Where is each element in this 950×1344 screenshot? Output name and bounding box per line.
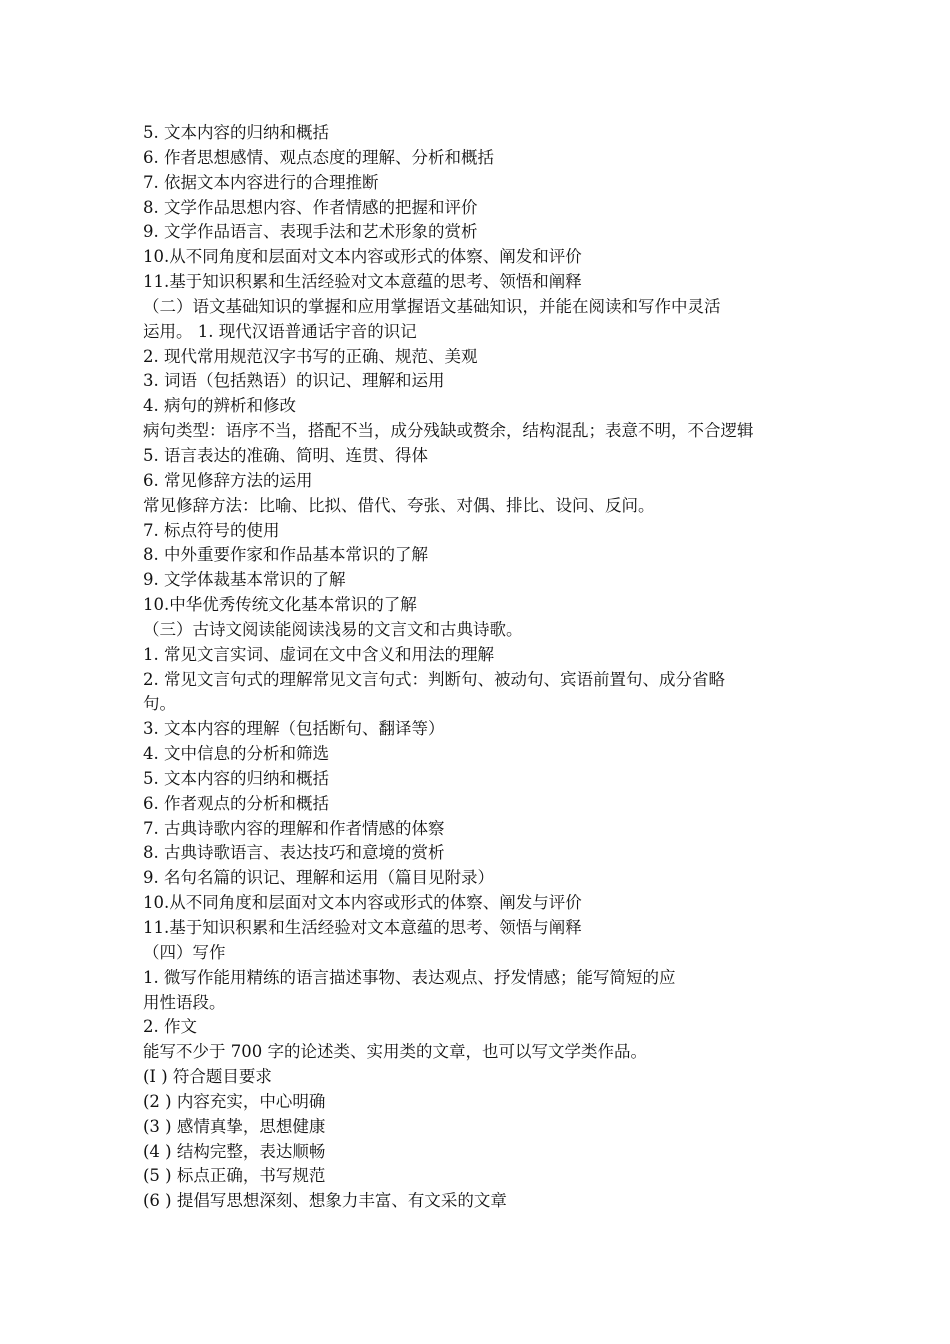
- text-line: (4 ) 结构完整，表达顺畅: [143, 1141, 326, 1161]
- text-line: 能写不少于 700 字的论述类、实用类的文章，也可以写文学类作品。: [143, 1042, 647, 1062]
- text-line: 8. 古典诗歌语言、表达技巧和意境的赏析: [143, 843, 445, 863]
- text-line: 10.从不同角度和层面对文本内容或形式的体察、阐发和评价: [143, 247, 582, 267]
- text-line: 运用。 1. 现代汉语普通话宇音的识记: [143, 321, 417, 341]
- text-line: 8. 中外重要作家和作品基本常识的了解: [143, 545, 428, 565]
- text-line: 2. 常见文言句式的理解常见文言句式：判断句、被动句、宾语前置句、成分省略: [143, 669, 725, 689]
- text-line: 句。: [143, 694, 176, 714]
- text-line: 1. 微写作能用精练的语言描述事物、表达观点、抒发情感；能写简短的应: [143, 967, 676, 987]
- text-line: (2 ) 内容充实，中心明确: [143, 1091, 326, 1111]
- text-line: 3. 词语（包括熟语）的识记、理解和运用: [143, 371, 445, 391]
- document-page: [143, 121, 823, 1214]
- text-line: (5 ) 标点正确，书写规范: [143, 1166, 326, 1186]
- text-line: 常见修辞方法：比喻、比拟、借代、夸张、对偶、排比、设问、反问。: [143, 495, 655, 515]
- text-line: 7. 依据文本内容进行的合理推断: [143, 172, 379, 192]
- text-line: (3 ) 感情真挚，思想健康: [143, 1116, 326, 1136]
- text-line: 病句类型：语序不当，搭配不当，成分残缺或赘余，结构混乱；表意不明，不合逻辑: [143, 421, 754, 441]
- text-line: 7. 标点符号的使用: [143, 520, 280, 540]
- text-line: 2. 现代常用规范汉字书写的正确、规范、美观: [143, 346, 478, 366]
- text-line: 用性语段。: [143, 992, 226, 1012]
- text-line: 6. 常见修辞方法的运用: [143, 470, 313, 490]
- text-line: 10.从不同角度和层面对文本内容或形式的体察、阐发与评价: [143, 893, 582, 913]
- text-line: 3. 文本内容的理解（包括断句、翻译等）: [143, 719, 445, 739]
- text-line: 10.中华优秀传统文化基本常识的了解: [143, 595, 417, 615]
- text-line: 5. 文本内容的归纳和概括: [143, 123, 329, 142]
- text-line: 11.基于知识积累和生活经验对文本意蕴的思考、领悟和阐释: [143, 272, 582, 292]
- section-heading: （二）语文基础知识的掌握和应用掌握语文基础知识，并能在阅读和写作中灵活: [143, 296, 721, 316]
- text-line: 1. 常见文言实词、虚词在文中含义和用法的理解: [143, 644, 494, 664]
- section-heading: （三）古诗文阅读能阅读浅易的文言文和古典诗歌。: [143, 619, 523, 639]
- text-line: (6 ) 提倡写思想深刻、想象力丰富、有文采的文章: [143, 1191, 507, 1211]
- text-line: 9. 名句名篇的识记、理解和运用（篇目见附录）: [143, 868, 494, 888]
- text-line: 7. 古典诗歌内容的理解和作者情感的体察: [143, 818, 445, 838]
- text-line: 5. 语言表达的准确、简明、连贯、得体: [143, 445, 428, 465]
- text-line: 4. 文中信息的分析和筛选: [143, 744, 329, 764]
- text-line: 6. 作者观点的分析和概括: [143, 793, 329, 813]
- text-line: 8. 文学作品思想内容、作者情感的把握和评价: [143, 197, 478, 217]
- text-line: 9. 文学作品语言、表现手法和艺术形象的赏析: [143, 222, 478, 242]
- section-heading: （四）写作: [143, 942, 226, 962]
- text-line: 6. 作者思想感情、观点态度的理解、分析和概括: [143, 147, 494, 167]
- text-line: 11.基于知识积累和生活经验对文本意蕴的思考、领悟与阐释: [143, 918, 582, 937]
- text-line: 4. 病句的辨析和修改: [143, 396, 296, 416]
- text-line: (I ) 符合题目要求: [143, 1067, 272, 1087]
- text-line: 5. 文本内容的归纳和概括: [143, 768, 329, 788]
- text-line: 9. 文学体裁基本常识的了解: [143, 570, 346, 590]
- text-line: 2. 作文: [143, 1017, 197, 1037]
